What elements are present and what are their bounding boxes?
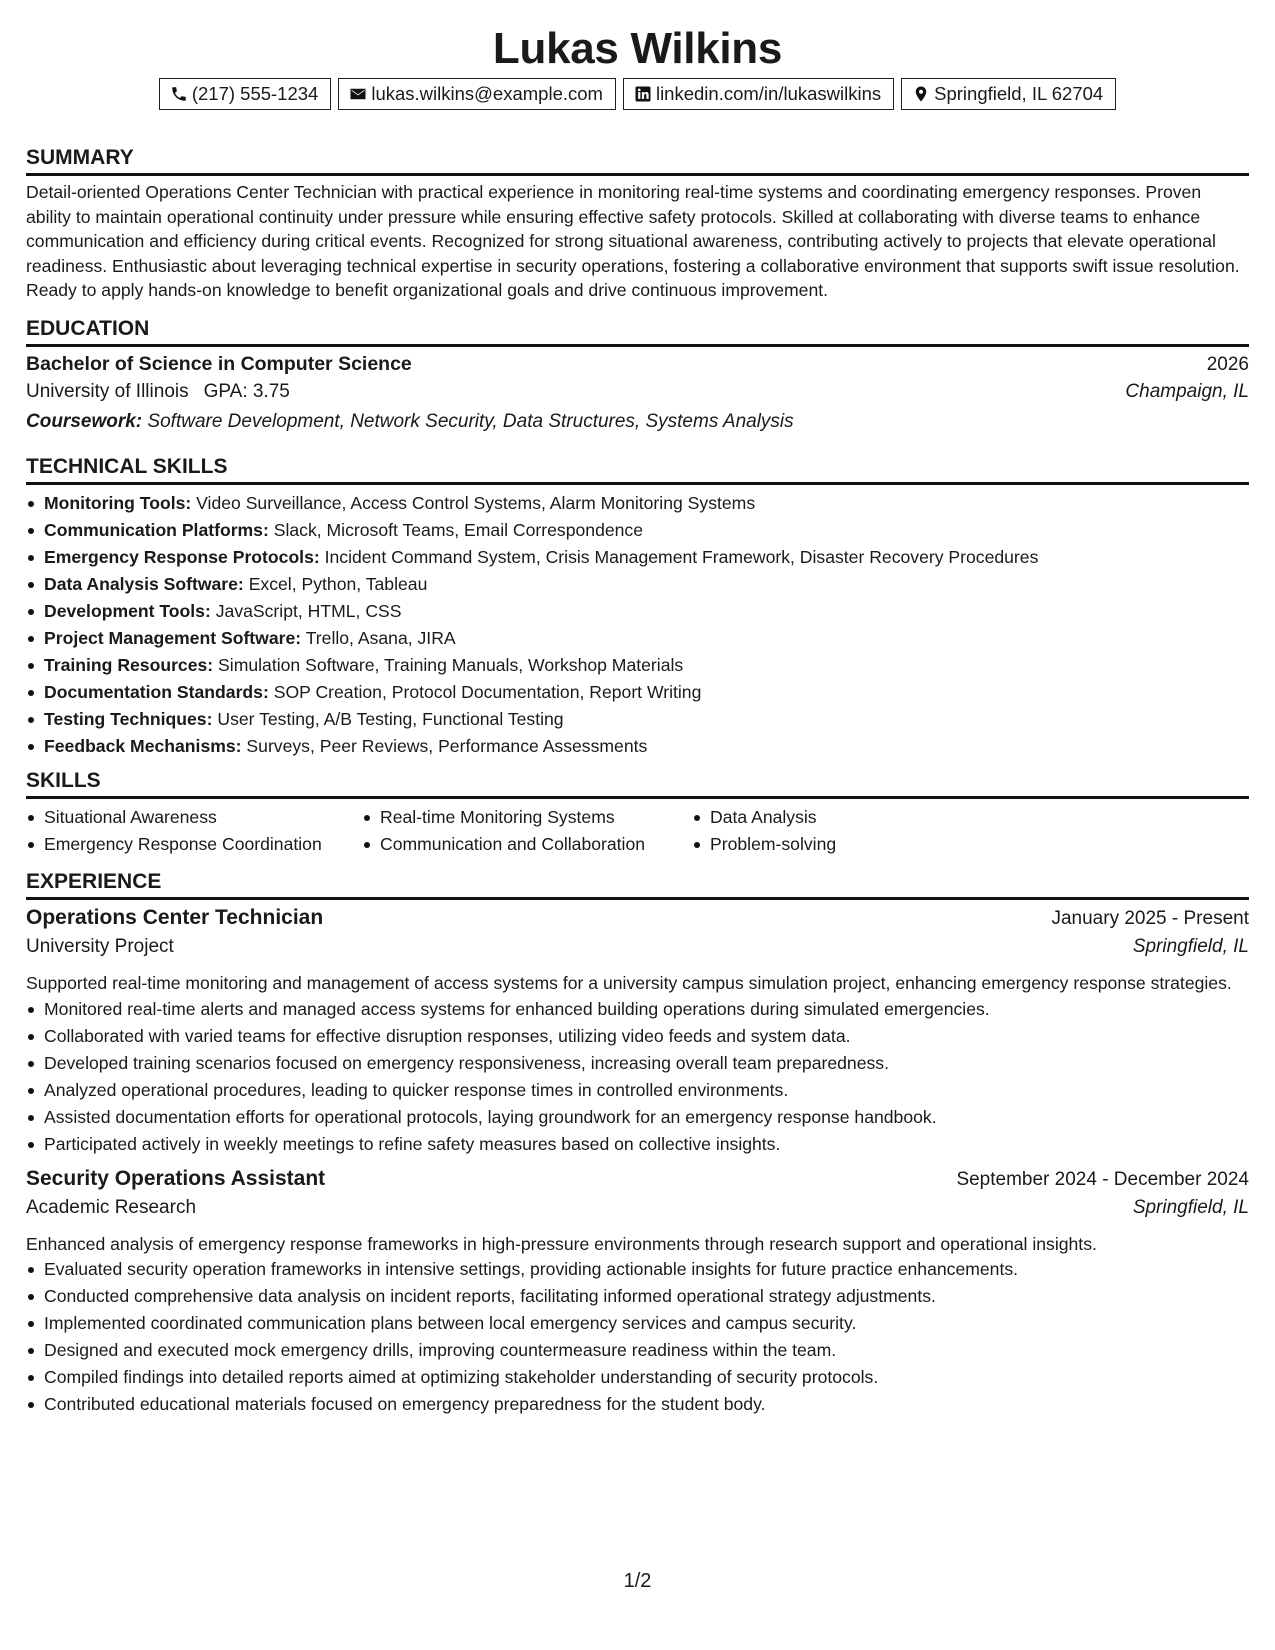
contact-phone[interactable] [159, 78, 332, 110]
job-entry [26, 906, 1249, 1158]
candidate-name: Lukas Wilkins [492, 24, 783, 73]
degree-title: Bachelor of Science in Computer Science [26, 352, 412, 375]
job-bullets [26, 1256, 1249, 1418]
phone-icon [170, 85, 188, 103]
job-bullet-item: Participated actively in weekly meetings to refine safety measures based on collective insights. [26, 1131, 1249, 1158]
skill-item: Problem-solving [692, 831, 992, 858]
graduation-year: 2026 [1206, 353, 1249, 375]
job-bullets [26, 996, 1249, 1158]
technical-skill-value: Incident Command System, Crisis Management Framework, Disaster Recovery Procedures [324, 546, 1039, 567]
experience-heading: EXPERIENCE [26, 870, 1249, 900]
contact-email-text: lukas.wilkins@example.com [371, 83, 603, 104]
job-organization: University Project [26, 935, 174, 957]
job-bullet-item: Implemented coordinated communication plans between local emergency services and campus security. [26, 1310, 1249, 1337]
job-bullet-item: Assisted documentation efforts for operational protocols, laying groundwork for an emergency response handbook. [26, 1104, 1249, 1131]
skill-item: Emergency Response Coordination [26, 831, 362, 858]
job-entry [26, 1167, 1249, 1419]
envelope-icon [349, 85, 367, 103]
technical-skill-value: Simulation Software, Training Manuals, Workshop Materials [218, 654, 684, 675]
technical-skill-value: Surveys, Peer Reviews, Performance Assessments [246, 735, 648, 756]
page-indicator: 1/2 [623, 1570, 652, 1592]
technical-skills-heading: TECHNICAL SKILLS [26, 455, 1249, 485]
contact-location [901, 78, 1116, 110]
job-header-row [26, 906, 1249, 936]
job-bullet-item: Developed training scenarios focused on emergency responsiveness, increasing overall team preparedness. [26, 1050, 1249, 1077]
summary-text: Detail-oriented Operations Center Technician with practical experience in monitoring real-time systems and coordinating emergency responses. Proven ability to maintain operational continuity under pressure while ensuring effective safety protocols. Skilled at collaborating with diverse teams to enhance communication and efficiency during critical events. Recognized for strong situational awareness, contributing actively to projects that elevate operational readiness. Enthusiastic about leveraging technical expertise in security operations, fostering a collaborative environment that supports swift issue resolution. Ready to apply hands-on knowledge to benefit organizational goals and drive continuous improvement. [26, 182, 1240, 301]
skill-item: Situational Awareness [26, 804, 362, 831]
education-section [26, 317, 1249, 441]
technical-skills-section [26, 455, 1249, 760]
technical-skill-label: Development Tools: [44, 600, 211, 621]
technical-skill-item [26, 733, 1249, 760]
job-dates: September 2024 - December 2024 [956, 1168, 1249, 1190]
technical-skill-item [26, 517, 1249, 544]
education-heading: EDUCATION [26, 317, 1249, 347]
job-bullet-item: Analyzed operational procedures, leading to quicker response times in controlled environments. [26, 1077, 1249, 1104]
job-title: Security Operations Assistant [26, 1166, 326, 1190]
job-bullet-item: Conducted comprehensive data analysis on incident reports, facilitating informed operational strategy adjustments. [26, 1283, 1249, 1310]
technical-skill-label: Testing Techniques: [44, 708, 213, 729]
technical-skill-label: Data Analysis Software: [44, 573, 244, 594]
technical-skill-value: Slack, Microsoft Teams, Email Correspondence [273, 519, 644, 540]
contact-bar [26, 78, 1249, 110]
technical-skill-value: Excel, Python, Tableau [248, 573, 428, 594]
contact-linkedin[interactable] [623, 78, 894, 110]
job-bullet-item: Collaborated with varied teams for effective disruption responses, utilizing video feeds and system data. [26, 1023, 1249, 1050]
contact-location-text: Springfield, IL 62704 [934, 83, 1104, 104]
coursework [26, 411, 1249, 441]
summary-heading: SUMMARY [26, 146, 1249, 176]
job-location: Springfield, IL [1132, 935, 1249, 957]
skills-column [26, 804, 362, 858]
coursework-label: Coursework: [26, 410, 143, 432]
technical-skill-label: Emergency Response Protocols: [44, 546, 320, 567]
skills-column [692, 804, 992, 858]
skills-section [26, 769, 1249, 858]
job-description: Supported real-time monitoring and management of access systems for a university campus simulation project, enhancing emergency response strategies. [26, 972, 1232, 993]
technical-skill-value: Video Surveillance, Access Control Systems, Alarm Monitoring Systems [196, 492, 756, 513]
job-bullet-item: Designed and executed mock emergency drills, improving countermeasure readiness within the team. [26, 1337, 1249, 1364]
school-info [26, 381, 290, 403]
resume-page [26, 0, 1249, 1418]
job-org-row [26, 1197, 1249, 1228]
contact-phone-text: (217) 555-1234 [191, 83, 319, 104]
technical-skill-value: User Testing, A/B Testing, Functional Testing [217, 708, 564, 729]
technical-skill-item [26, 544, 1249, 571]
job-org-row [26, 936, 1249, 967]
technical-skill-label: Communication Platforms: [44, 519, 269, 540]
education-school-row [26, 381, 1249, 411]
job-dates: January 2025 - Present [1051, 907, 1249, 929]
job-bullet-item: Contributed educational materials focused on emergency preparedness for the student body. [26, 1391, 1249, 1418]
experience-section [26, 870, 1249, 1418]
skills-heading: SKILLS [26, 769, 1249, 799]
technical-skill-label: Monitoring Tools: [44, 492, 192, 513]
technical-skill-label: Documentation Standards: [44, 681, 269, 702]
contact-email[interactable] [338, 78, 616, 110]
technical-skill-item [26, 652, 1249, 679]
technical-skill-item [26, 490, 1249, 517]
skill-item: Real-time Monitoring Systems [362, 804, 692, 831]
job-header-row [26, 1167, 1249, 1197]
education-degree-row [26, 353, 1249, 381]
contact-linkedin-text: linkedin.com/in/lukaswilkins [655, 83, 882, 104]
skills-grid [26, 804, 1249, 858]
gpa: GPA: 3.75 [203, 380, 290, 402]
linkedin-icon [634, 85, 652, 103]
technical-skill-value: Trello, Asana, JIRA [305, 627, 456, 648]
skills-column [362, 804, 692, 858]
job-bullet-item: Evaluated security operation frameworks in intensive settings, providing actionable insights for future practice enhancements. [26, 1256, 1249, 1283]
summary-section [26, 146, 1249, 303]
technical-skill-item [26, 679, 1249, 706]
technical-skills-list [26, 490, 1249, 760]
school-location: Champaign, IL [1125, 380, 1249, 402]
job-location: Springfield, IL [1132, 1196, 1249, 1218]
technical-skill-label: Training Resources: [44, 654, 214, 675]
location-pin-icon [912, 85, 930, 103]
coursework-list: Software Development, Network Security, Data Structures, Systems Analysis [147, 410, 794, 432]
technical-skill-label: Project Management Software: [44, 627, 302, 648]
skill-item: Data Analysis [692, 804, 992, 831]
job-description: Enhanced analysis of emergency response frameworks in high-pressure environments through research support and operational insights. [26, 1233, 1097, 1254]
skill-item: Communication and Collaboration [362, 831, 692, 858]
job-organization: Academic Research [26, 1196, 197, 1218]
technical-skill-value: JavaScript, HTML, CSS [215, 600, 402, 621]
technical-skill-value: SOP Creation, Protocol Documentation, Report Writing [273, 681, 702, 702]
school-name: University of Illinois [26, 380, 189, 402]
job-bullet-item: Compiled findings into detailed reports aimed at optimizing stakeholder understanding of security protocols. [26, 1364, 1249, 1391]
technical-skill-item [26, 706, 1249, 733]
job-bullet-item: Monitored real-time alerts and managed access systems for enhanced building operations during simulated emergencies. [26, 996, 1249, 1023]
technical-skill-item [26, 625, 1249, 652]
technical-skill-label: Feedback Mechanisms: [44, 735, 242, 756]
technical-skill-item [26, 571, 1249, 598]
technical-skill-item [26, 598, 1249, 625]
job-title: Operations Center Technician [26, 905, 324, 929]
